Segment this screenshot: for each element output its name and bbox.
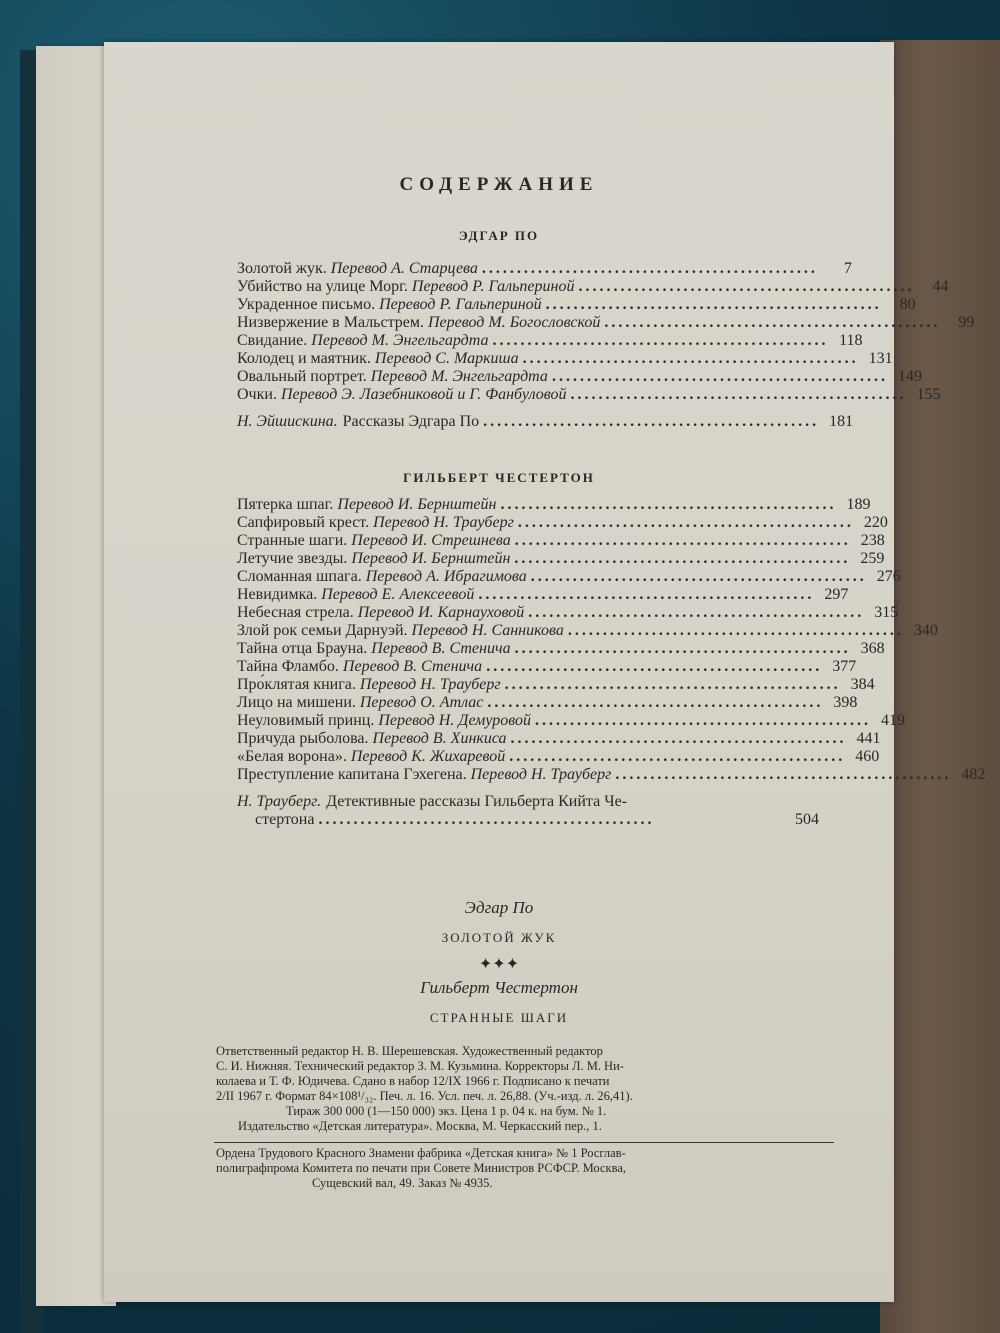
toc-poe: [237, 260, 975, 431]
credits-line: Тираж 300 000 (1—150 000) экз. Цена 1 р. 04 к. на бум. № 1.: [286, 1104, 607, 1118]
credits-line: колаева и Т. Ф. Юдичева. Сдано в набор 12/IX 1966 г. Подписано к печати: [216, 1074, 610, 1088]
imprint-author-poe: Эдгар По: [464, 898, 534, 917]
toc-entry: Невидимка. Перевод Е. Алексеевой ................................................ 297: [237, 586, 849, 603]
toc-entry: Пятерка шпаг. Перевод И. Бернштейн ................................................ 189: [237, 496, 871, 513]
printer-line: Ордена Трудового Красного Знамени фабрика «Детская книга» № 1 Росглав-: [216, 1146, 626, 1160]
imprint-book-poe: ЗОЛОТОЙ ЖУК: [441, 930, 557, 945]
credits-line: Ответственный редактор Н. В. Шерешевская. Художественный редактор: [216, 1044, 603, 1058]
toc-entry: «Белая ворона». Перевод К. Жихаревой ................................................ 460: [237, 748, 880, 765]
toc-entry: Причуда рыболова. Перевод В. Хинкиса ................................................ 441: [237, 730, 881, 747]
toc-entry: Небесная стрела. Перевод И. Карнауховой ................................................ 315: [237, 604, 899, 621]
toc-entry: Сломанная шпага. Перевод А. Ибрагимова ................................................ 276: [237, 568, 901, 585]
book-page: [104, 42, 986, 1302]
toc-entry: Преступление капитана Гэхегена. Перевод Н. Трауберг ................................................ 482: [237, 766, 986, 783]
toc-entry: Тайна Фламбо. Перевод В. Стенича ................................................ 377: [237, 658, 857, 675]
toc-entry: Овальный портрет. Перевод М. Энгельгардта ................................................ 149: [237, 368, 922, 385]
section-heading-chesterton: ГИЛЬБЕРТ ЧЕСТЕРТОН: [403, 470, 595, 485]
printer-line: полиграфпрома Комитета по печати при Совете Министров РСФСР. Москва,: [216, 1161, 626, 1175]
imprint-author-chesterton: Гильберт Честертон: [420, 978, 578, 997]
toc-afterword: Н. Трауберг. Детективные рассказы Гильберта Кийта Че-: [237, 793, 628, 810]
section-heading-poe: ЭДГАР ПО: [458, 228, 540, 243]
toc-entry: Низвержение в Мальстрем. Перевод М. Богословской ................................................ 99: [237, 314, 975, 331]
toc-entry: Странные шаги. Перевод И. Стрешнева ................................................ 238: [237, 532, 885, 549]
toc-entry: Сапфировый крест. Перевод Н. Трауберг ................................................ 220: [237, 514, 888, 531]
divider: [214, 1142, 834, 1143]
printer-line: Сущевский вал, 49. Заказ № 4935.: [312, 1176, 493, 1190]
toc-entry: Свидание. Перевод М. Энгельгардта ................................................ 118: [237, 332, 863, 349]
credits-block: [216, 1044, 832, 1134]
toc-entry: Лицо на мишени. Перевод О. Атлас ................................................ 398: [237, 694, 858, 711]
book-cover-right: [880, 40, 1000, 1333]
imprint-book-chesterton: СТРАННЫЕ ШАГИ: [429, 1010, 569, 1025]
toc-entry: Неуловимый принц. Перевод Н. Демуровой ................................................ 419: [237, 712, 905, 729]
toc-entry: Про́клятая книга. Перевод Н. Трауберг ................................................ 384: [237, 676, 875, 693]
toc-entry: Злой рок семьи Дарнуэй. Перевод Н. Санникова ................................................ 340: [237, 622, 938, 639]
toc-entry: Тайна отца Брауна. Перевод В. Стенича ................................................ 368: [237, 640, 885, 657]
toc-afterword-cont: стертона ................................................ 504: [255, 811, 819, 828]
credits-line: Издательство «Детская литература». Москва, М. Черкасский пер., 1.: [238, 1119, 602, 1133]
credits-line: С. И. Нижняя. Технический редактор З. М. Кузьмина. Корректоры Л. М. Ни-: [216, 1059, 624, 1073]
page-title: СОДЕРЖАНИЕ: [399, 174, 599, 195]
credits-line: 2/II 1967 г. Формат 84×108¹/₃₂. Печ. л. 16. Усл. печ. л. 26,88. (Уч.-изд. л. 26,41).: [216, 1089, 633, 1103]
toc-entry: Колодец и маятник. Перевод С. Маркиша ................................................ 131: [237, 350, 893, 367]
toc-entry: Летучие звезды. Перевод И. Бернштейн ................................................ 259: [237, 550, 885, 567]
toc-afterword: Н. Эйшискина. Рассказы Эдгара По ................................................ 181: [237, 413, 854, 430]
toc-entry: Украденное письмо. Перевод Р. Гальпериной ................................................ 80: [237, 296, 916, 313]
printer-block: [216, 1146, 832, 1191]
ornament-icon: ✦✦✦: [478, 956, 520, 973]
toc-entry: Очки. Перевод Э. Лазебниковой и Г. Фанбуловой ................................................ 155: [237, 386, 941, 403]
toc-entry: Убийство на улице Морг. Перевод Р. Гальпериной ................................................ 44: [237, 278, 949, 295]
toc-entry: Золотой жук. Перевод А. Старцева ................................................ 7: [237, 260, 852, 277]
toc-chesterton: [237, 496, 986, 829]
